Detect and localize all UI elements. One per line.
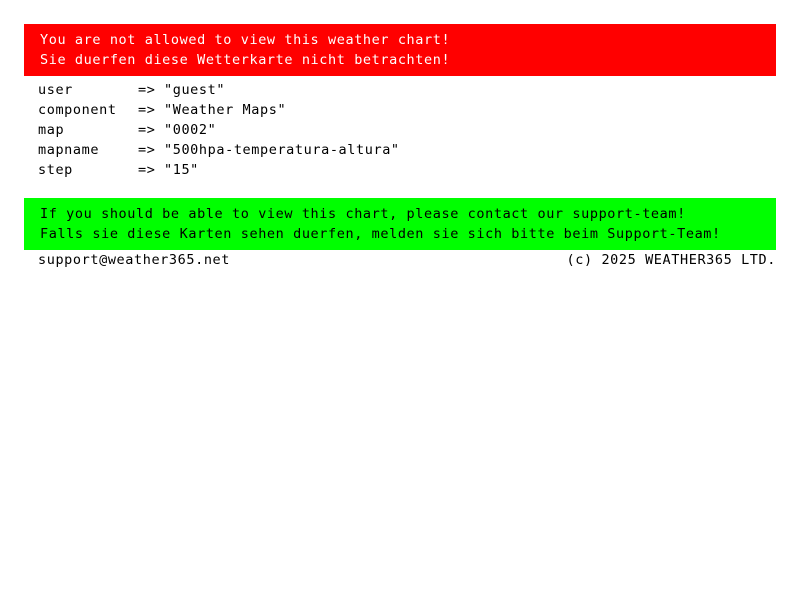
param-value: "Weather Maps": [164, 102, 287, 118]
footer: [38, 250, 776, 270]
param-arrow: =>: [138, 122, 156, 138]
param-row: [38, 120, 400, 140]
param-arrow: =>: [138, 82, 156, 98]
support-message-en: If you should be able to view this chart, please contact our support-team!: [40, 206, 686, 222]
copyright-text: (c) 2025 WEATHER365 LTD.: [566, 252, 776, 268]
access-denied-message-en: You are not allowed to view this weather chart!: [40, 32, 451, 48]
param-value: "500hpa-temperatura-altura": [164, 142, 400, 158]
param-key: component: [38, 102, 117, 118]
param-arrow: =>: [138, 162, 156, 178]
param-row: [38, 100, 400, 120]
param-key: user: [38, 82, 73, 98]
param-key: step: [38, 162, 73, 178]
support-banner: [24, 198, 776, 250]
param-row: [38, 140, 400, 160]
param-arrow: =>: [138, 142, 156, 158]
param-key: map: [38, 122, 65, 138]
param-row: [38, 80, 400, 100]
param-key: mapname: [38, 142, 100, 158]
access-denied-banner: [24, 24, 776, 76]
param-value: "guest": [164, 82, 226, 98]
param-value: "15": [164, 162, 199, 178]
param-row: [38, 160, 400, 180]
support-email-link[interactable]: support@weather365.net: [38, 252, 231, 268]
param-arrow: =>: [138, 102, 156, 118]
support-message-de: Falls sie diese Karten sehen duerfen, melden sie sich bitte beim Support-Team!: [40, 226, 721, 242]
request-parameters: [38, 80, 400, 180]
access-denied-message-de: Sie duerfen diese Wetterkarte nicht betrachten!: [40, 52, 451, 68]
param-value: "0002": [164, 122, 217, 138]
